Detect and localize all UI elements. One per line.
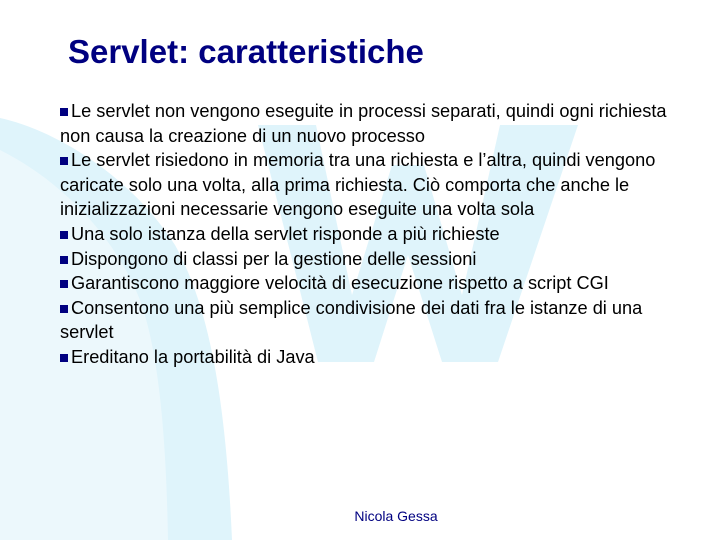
bullet-item <box>60 296 672 345</box>
bullet-item <box>60 271 672 296</box>
square-bullet-icon <box>60 354 68 362</box>
bullet-text: Garantiscono maggiore velocità di esecuzione rispetto a script CGI <box>71 273 609 294</box>
bullet-item <box>60 148 672 222</box>
bullet-item <box>60 99 672 148</box>
bullet-text: Le servlet risiedono in memoria tra una richiesta e l’altra, quindi vengono caricate solo una volta, alla prima richiesta. Ciò comporta che anche le inizializzazioni necessarie vengono eseguite una volta sola <box>60 150 656 220</box>
square-bullet-icon <box>60 157 68 165</box>
bullet-text: Consentono una più semplice condivisione dei dati fra le istanze di una servlet <box>60 297 643 343</box>
bullet-text: Dispongono di classi per la gestione delle sessioni <box>71 248 477 269</box>
bullet-text: Le servlet non vengono eseguite in processi separati, quindi ogni richiesta non causa la creazione di un nuovo processo <box>60 101 667 146</box>
square-bullet-icon <box>60 280 68 288</box>
footer-author: Nicola Gessa <box>354 508 438 524</box>
square-bullet-icon <box>60 256 68 264</box>
slide-title: Servlet: caratteristiche <box>68 33 424 70</box>
bullet-text: Una solo istanza della servlet risponde a più richieste <box>71 223 500 244</box>
bullet-item <box>60 222 672 247</box>
square-bullet-icon <box>60 231 68 239</box>
square-bullet-icon <box>60 108 68 116</box>
bullet-item <box>60 247 672 272</box>
bullet-item <box>60 345 672 370</box>
bullet-text: Ereditano la portabilità di Java <box>71 346 315 367</box>
bullet-list <box>60 99 672 370</box>
square-bullet-icon <box>60 305 68 313</box>
